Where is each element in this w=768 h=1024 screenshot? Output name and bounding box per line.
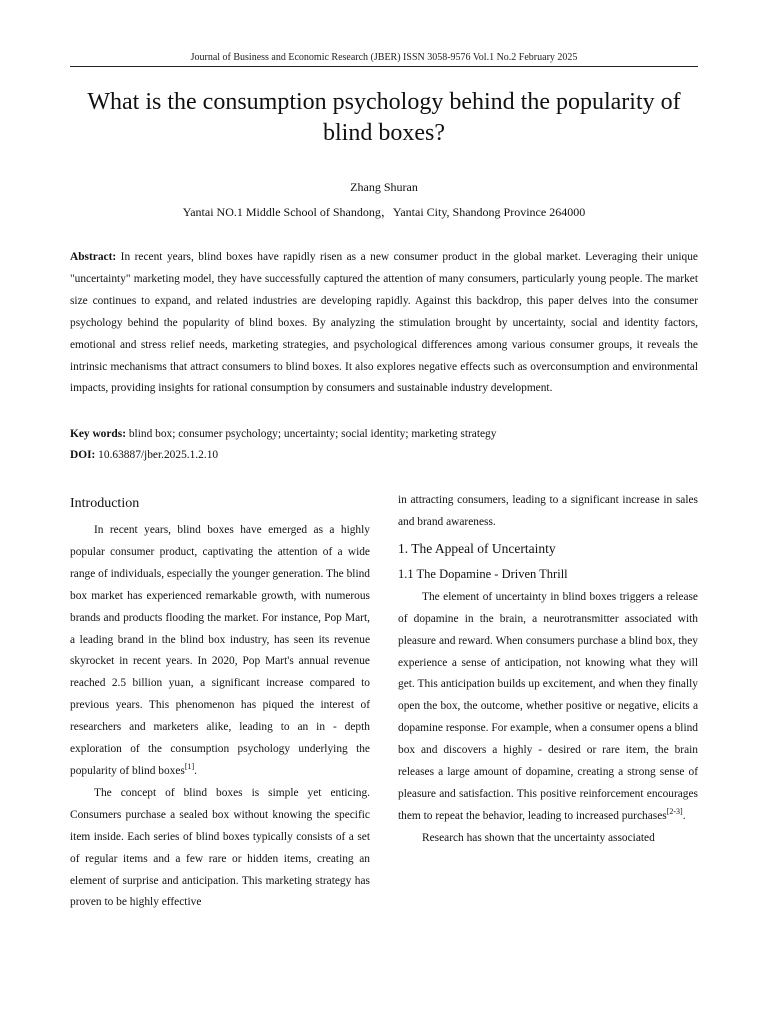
section-1-1-paragraph-1-text: The element of uncertainty in blind boxes triggers a release of dopamine in the brain, a neurotransmitter associated with pleasure and reward. When consumers purchase a blind box, they experience a sense of anticipation, not knowing what they will get. This anticipation builds up excitement, and when they finally open the box, the outcome, whether positive or negative, elicits a dopamine response. For example, when a consumer opens a blind box and discovers a highly - desired or rare item, the brain releases a large amount of dopamine, creating a strong sense of pleasure and satisfaction. This positive reinforcement encourages them to repeat the behavior, leading to increased purchases bbox=[398, 590, 698, 822]
intro-paragraph-1 bbox=[70, 520, 370, 783]
section-heading-1: 1. The Appeal of Uncertainty bbox=[398, 540, 556, 556]
subsection-heading-1-1: 1.1 The Dopamine - Driven Thrill bbox=[398, 566, 568, 581]
abstract-text: In recent years, blind boxes have rapidly risen as a new consumer product in the global market. Leveraging their unique "uncertainty" marketing model, they have successfully captured the attention of many consumers, particularly young people. The market size continues to expand, and related industries are developing rapidly. Against this backdrop, this paper delves into the consumer psychology behind the popularity of blind boxes. By analyzing the stimulation brought by uncertainty, social and identity factors, emotional and stress relief needs, marketing strategies, and psychological differences among various consumer groups, it reveals the intrinsic mechanisms that attract consumers to blind boxes. It also explores negative effects such as overconsumption and environmental impacts, providing insights for rational consumption by consumers and sustainable industry development. bbox=[70, 251, 698, 395]
doi-label: DOI: bbox=[70, 449, 96, 461]
intro-paragraph-2-continued: in attracting consumers, leading to a significant increase in sales and brand awareness. bbox=[398, 494, 698, 528]
doi bbox=[70, 448, 698, 463]
doi-text: 10.63887/jber.2025.1.2.10 bbox=[98, 449, 219, 461]
author-affiliation: Yantai NO.1 Middle School of Shandong，Yantai City, Shandong Province 264000 bbox=[182, 205, 586, 219]
keywords-label: Key words: bbox=[70, 428, 126, 440]
right-column bbox=[398, 490, 698, 850]
abstract-label: Abstract: bbox=[70, 251, 117, 263]
section-1-1-paragraph-2: Research has shown that the uncertainty associated bbox=[422, 831, 655, 844]
keywords-text: blind box; consumer psychology; uncertainty; social identity; marketing strategy bbox=[128, 428, 497, 440]
section-heading-introduction: Introduction bbox=[70, 496, 140, 511]
left-column bbox=[70, 490, 370, 914]
intro-paragraph-2: The concept of blind boxes is simple yet enticing. Consumers purchase a sealed box without knowing the specific item inside. Each series of blind boxes typically consists of a set of regular items and a few rare or hidden items, creating an element of surprise and anticipation. This marketing strategy has proven to be highly effective bbox=[70, 786, 370, 909]
section-1-1-paragraph-1 bbox=[398, 587, 698, 828]
intro-paragraph-1-end: . bbox=[194, 764, 198, 777]
author-name: Zhang Shuran bbox=[350, 180, 418, 194]
intro-paragraph-1-text: In recent years, blind boxes have emerged as a highly popular consumer product, captivating the attention of a wide range of individuals, especially the younger generation. The blind box market has experienced remarkable growth, with numerous brands and products flooding the market. For instance, Pop Mart, a leading brand in the blind box industry, has seen its revenue skyrocket in recent years. In 2020, Pop Mart's annual revenue reached 2.5 billion yuan, a significant increase compared to previous years. This phenomenon has piqued the interest of researchers and marketers alike, leading to an in - depth exploration of the consumption psychology underlying the popularity of blind boxes bbox=[70, 524, 370, 777]
paper-title: What is the consumption psychology behind the popularity of blind boxes? bbox=[87, 89, 681, 146]
journal-running-head: Journal of Business and Economic Research (JBER) ISSN 3058-9576 Vol.1 No.2 February 2025 bbox=[190, 52, 578, 63]
keywords bbox=[70, 427, 698, 442]
citation-2-3[interactable]: [2-3] bbox=[666, 807, 683, 817]
header-rule bbox=[70, 66, 698, 67]
citation-1[interactable]: [1] bbox=[184, 762, 195, 772]
section-1-1-paragraph-1-end: . bbox=[682, 809, 686, 822]
abstract bbox=[70, 247, 698, 400]
